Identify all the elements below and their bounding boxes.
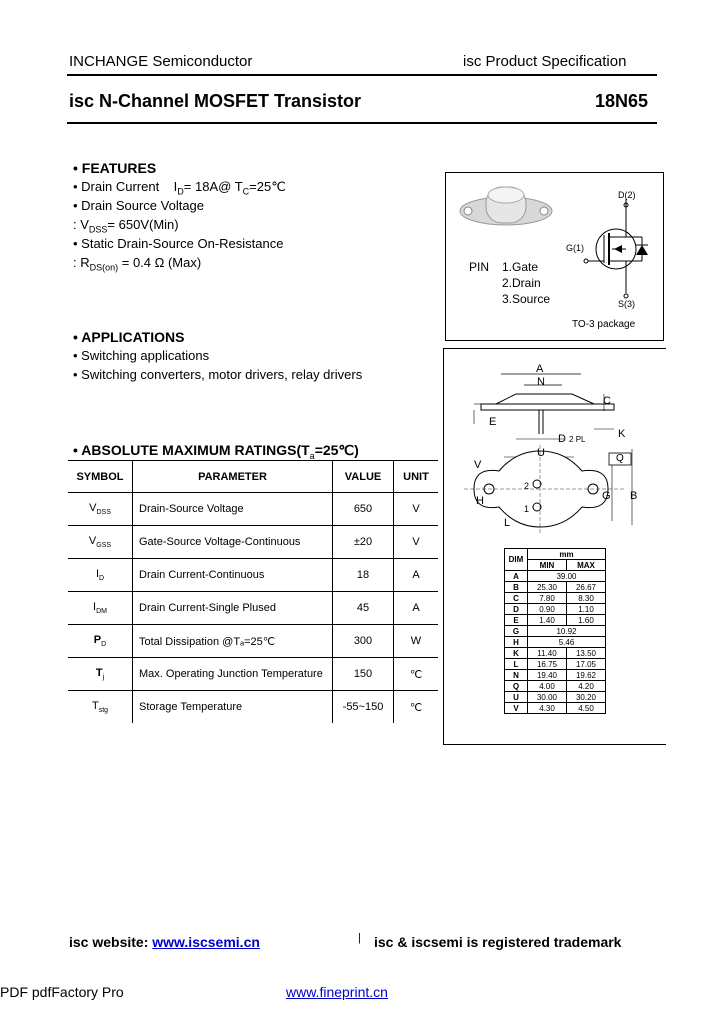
pin-item: 3.Source	[502, 292, 551, 306]
table-row: Q 4.00 4.20	[505, 681, 606, 692]
features-heading: • FEATURES	[73, 160, 157, 176]
dim-col-header: DIM	[505, 549, 528, 571]
dim-label-h: H	[476, 495, 484, 507]
feature-dsv-value: : $V_{DSS}= 650V(Min)$	[73, 217, 179, 235]
unit-cell: ℃	[394, 691, 439, 724]
dim-label-g: G	[602, 490, 611, 502]
value-cell: 300	[333, 625, 394, 658]
feature-rds-label: • Static Drain-Source On-Resistance	[73, 236, 284, 251]
dim-label-b: B	[630, 490, 638, 502]
value-cell: ±20	[333, 526, 394, 559]
pdf-watermark: PDF pdfFactory Pro	[0, 984, 124, 1000]
dim-unit-header: mm	[528, 549, 606, 560]
feature-dsv-label: • Drain Source Voltage	[73, 198, 205, 213]
application-item: • Switching converters, motor drivers, relay drivers	[73, 367, 363, 382]
dim-label-a: A	[536, 363, 544, 375]
unit-cell: A	[394, 559, 439, 592]
value-cell: 650	[333, 493, 394, 526]
dim-col-header: MIN	[528, 560, 567, 571]
dimension-table	[504, 548, 606, 714]
pin-label: PIN	[469, 260, 490, 274]
company-name: INCHANGE Semiconductor	[69, 53, 253, 70]
dim-label-n: N	[537, 376, 545, 388]
table-row: K 11.40 13.50	[505, 648, 606, 659]
unit-cell: ℃	[394, 658, 439, 691]
feature-drain-current: • Drain Current $I_D=$ 18A@ $T_C=25℃$	[73, 179, 286, 197]
unit-cell: W	[394, 625, 439, 658]
footer-website: isc website: www.iscsemi.cn	[69, 934, 260, 950]
dim-label-k: K	[618, 428, 626, 440]
dim-label-d: D 2 PL	[558, 433, 586, 445]
pin-item: 1.Gate	[502, 260, 539, 274]
dim-label-c: C	[603, 395, 611, 407]
drain-label: D(2)	[618, 190, 636, 200]
dim-label-q: Q	[616, 453, 624, 464]
table-row	[68, 526, 438, 559]
symbol-cell: $T_j$	[68, 658, 133, 691]
website-link[interactable]: www.iscsemi.cn	[152, 934, 260, 950]
value-cell: 45	[333, 592, 394, 625]
value-cell: -55~150	[333, 691, 394, 724]
parameter-cell: Storage Temperature	[133, 691, 333, 724]
value-cell: 18	[333, 559, 394, 592]
table-row: B 25.30 26.67	[505, 582, 606, 593]
table-row	[68, 592, 438, 625]
dim-label-u: U	[537, 447, 545, 459]
unit-cell: A	[394, 592, 439, 625]
unit-cell: V	[394, 526, 439, 559]
parameter-cell: Max. Operating Junction Temperature	[133, 658, 333, 691]
spec-label: isc Product Specification	[463, 53, 627, 70]
parameter-cell: Drain Current-Continuous	[133, 559, 333, 592]
col-unit: UNIT	[394, 461, 439, 493]
table-row	[68, 625, 438, 658]
parameter-cell: Gate-Source Voltage-Continuous	[133, 526, 333, 559]
value-cell: 150	[333, 658, 394, 691]
table-row: D 0.90 1.10	[505, 604, 606, 615]
package-name: TO-3 package	[572, 319, 636, 330]
col-parameter: PARAMETER	[133, 461, 333, 493]
title-rule	[67, 122, 657, 124]
symbol-cell: $V_{DSS}$	[68, 493, 133, 526]
package-box	[445, 172, 664, 341]
doc-title: isc N-Channel MOSFET Transistor	[69, 91, 362, 111]
footer-trademark: isc & iscsemi is registered trademark	[374, 934, 622, 950]
unit-cell: V	[394, 493, 439, 526]
applications-heading: • APPLICATIONS	[73, 329, 185, 345]
parameter-cell: Drain Current-Single Plused	[133, 592, 333, 625]
table-row	[68, 658, 438, 691]
table-row: H 5.46	[505, 637, 606, 648]
table-row	[68, 493, 438, 526]
dim-col-header: MAX	[567, 560, 606, 571]
symbol-cell: $T_{stg}$	[91, 699, 109, 715]
parameter-cell: Total Dissipation @Tₐ=25℃	[133, 625, 333, 658]
table-row: G 10.92	[505, 626, 606, 637]
outline-drawing	[444, 349, 666, 549]
application-item: • Switching applications	[73, 348, 210, 363]
symbol-cell: $I_{DM}$	[68, 592, 133, 625]
col-symbol: SYMBOL	[68, 461, 133, 493]
symbol-cell: $I_D$	[68, 559, 133, 592]
dim-label-e: E	[489, 416, 497, 428]
table-row	[68, 691, 438, 724]
table-row: L 16.75 17.05	[505, 659, 606, 670]
col-value: VALUE	[333, 461, 394, 493]
pin-number: 1	[524, 504, 530, 514]
part-number: 18N65	[595, 91, 649, 111]
dim-label-l: L	[504, 517, 511, 529]
footer-separator: |	[358, 932, 361, 944]
table-row: V 4.30 4.50	[505, 703, 606, 714]
symbol-cell: $P_D$	[68, 625, 133, 658]
symbol-cell: $V_{GSS}$	[68, 526, 133, 559]
gate-label: G(1)	[566, 243, 584, 253]
pin-number: 2	[524, 481, 530, 491]
table-row: A 39.00	[505, 571, 606, 582]
table-row: N 19.40 19.62	[505, 670, 606, 681]
ratings-table	[68, 460, 438, 723]
feature-rds-value: : $R_{DS(on)} = 0.4$ Ω (Max)	[73, 255, 202, 273]
table-row: U 30.00 30.20	[505, 692, 606, 703]
table-row: E 1.40 1.60	[505, 615, 606, 626]
fineprint-link[interactable]: www.fineprint.cn	[286, 984, 388, 1000]
dim-label-v: V	[474, 459, 482, 471]
table-row	[68, 559, 438, 592]
parameter-cell: Drain-Source Voltage	[133, 493, 333, 526]
header-rule	[67, 74, 657, 76]
ratings-heading: • ABSOLUTE MAXIMUM $RATINGS(T_a=25℃)$	[73, 442, 359, 461]
pin-item: 2.Drain	[502, 276, 541, 290]
source-label: S(3)	[618, 299, 636, 309]
table-row: C 7.80 8.30	[505, 593, 606, 604]
